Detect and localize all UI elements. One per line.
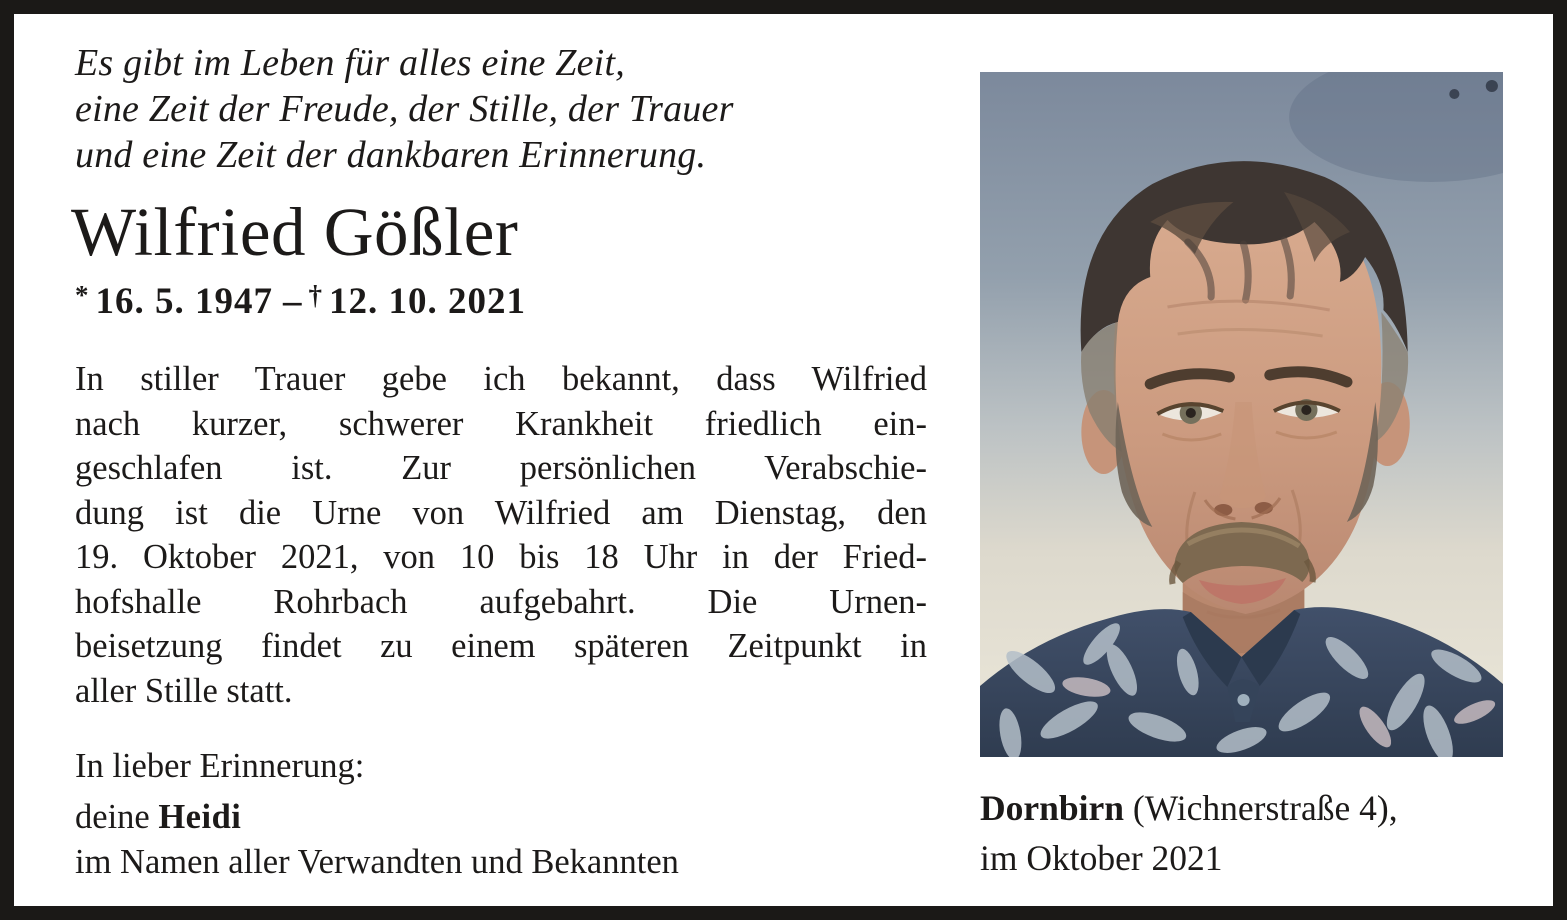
place-line: [980, 783, 1398, 833]
announcement-line: 19. Oktober 2021, von 10 bis 18 Uhr in der Fried-: [75, 538, 927, 576]
announcement-line: beisetzung findet zu einem späteren Zeitpunkt in: [75, 627, 927, 665]
announcement-line: dung ist die Urne von Wilfried am Dienstag, den: [75, 493, 927, 532]
signature-suffix-line: im Namen aller Verwandten und Bekannten: [75, 843, 679, 881]
portrait-photo: [980, 72, 1503, 757]
announcement-line: nach kurzer, schwerer Krankheit friedlich ein-: [75, 404, 927, 443]
announcement-line: In stiller Trauer gebe ich bekannt, dass Wilfried: [75, 360, 927, 398]
memorial-quote: [75, 40, 734, 178]
quote-line: Es gibt im Leben für alles eine Zeit,: [75, 42, 625, 84]
quote-line: und eine Zeit der dankbaren Erinnerung.: [75, 134, 707, 176]
place-date-caption: [980, 783, 1398, 883]
announcement-line: aller Stille statt.: [75, 671, 293, 710]
birth-date: 16. 5. 1947: [95, 281, 273, 322]
portrait-illustration: [980, 72, 1503, 757]
death-date: 12. 10. 2021: [329, 281, 526, 322]
signature-line: [75, 798, 241, 837]
signature-name: Heidi: [158, 798, 242, 836]
caption-date-line: im Oktober 2021: [980, 838, 1223, 878]
announcement-line: hofshalle Rohrbach aufgebahrt. Die Urnen-: [75, 582, 927, 621]
quote-line: eine Zeit der Freude, der Stille, der Trauer: [75, 88, 734, 130]
death-dagger-symbol: †: [308, 280, 323, 310]
memory-line: In lieber Erinnerung:: [75, 747, 365, 785]
announcement-line: geschlafen ist. Zur persönlichen Verabschie-: [75, 449, 927, 487]
announcement-text: [75, 357, 927, 713]
deceased-name: Wilfried Gößler: [71, 194, 519, 270]
date-separator: –: [283, 281, 303, 322]
place-name: Dornbirn: [980, 788, 1124, 828]
signature-prefix: deine: [75, 798, 159, 836]
life-dates: [75, 280, 526, 323]
place-address: (Wichnerstraße 4),: [1124, 788, 1398, 828]
birth-star-symbol: *: [75, 280, 90, 310]
